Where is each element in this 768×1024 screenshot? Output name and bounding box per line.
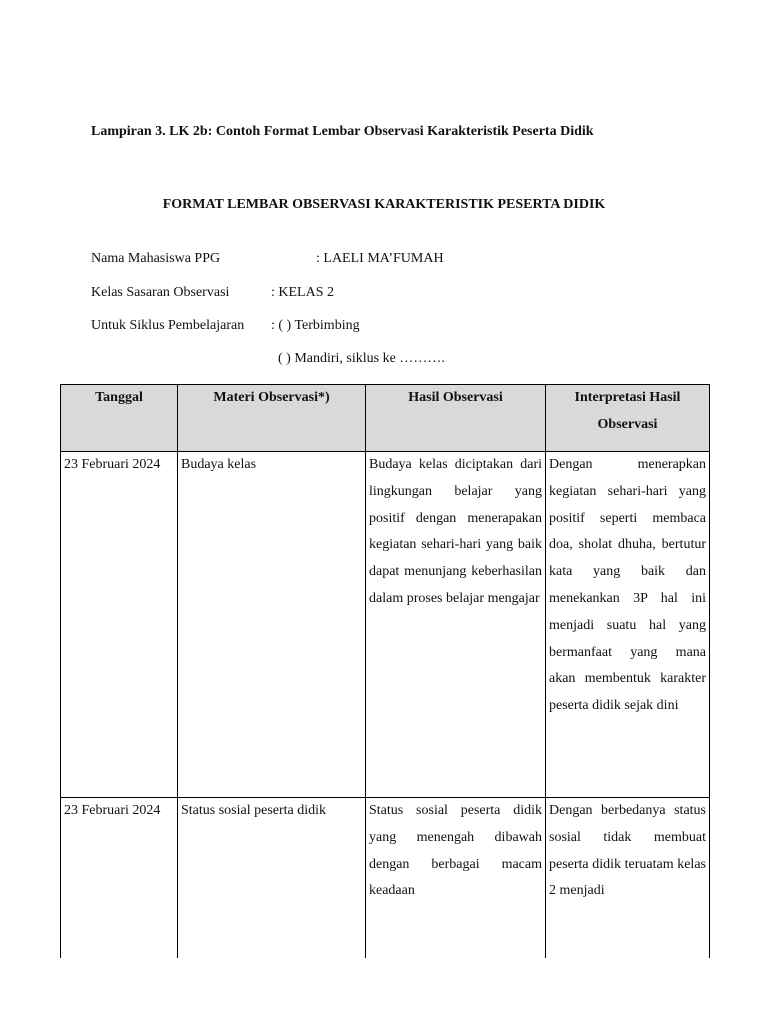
cell-hasil: Budaya kelas diciptakan dari lingkungan belajar yang positif dengan menerapakan kegiatan sehari-hari yang baik dapat menunjang keberhasilan dalam proses belajar mengajar xyxy=(366,452,546,798)
header-interpretasi: Interpretasi Hasil Observasi xyxy=(546,385,710,452)
cell-hasil: Status sosial peserta didik yang menengah dibawah dengan berbagai macam keadaan xyxy=(366,798,546,959)
table-row xyxy=(61,798,710,959)
cell-tanggal: 23 Februari 2024 xyxy=(61,452,178,798)
observation-table xyxy=(60,384,710,958)
cell-tanggal: 23 Februari 2024 xyxy=(61,798,178,959)
table-header-row xyxy=(61,385,710,452)
cell-interpretasi: Dengan berbedanya status sosial tidak membuat peserta didik teruatam kelas 2 menjadi xyxy=(546,798,710,959)
header-tanggal: Tanggal xyxy=(61,385,178,452)
appendix-heading: Lampiran 3. LK 2b: Contoh Format Lembar Observasi Karakteristik Peserta Didik xyxy=(91,124,594,139)
siklus-option-terbimbing: : ( ) Terbimbing xyxy=(271,318,360,333)
nama-label: Nama Mahasiswa PPG xyxy=(91,251,221,266)
cell-materi: Budaya kelas xyxy=(178,452,366,798)
siklus-label: Untuk Siklus Pembelajaran xyxy=(91,318,245,333)
siklus-option-mandiri: ( ) Mandiri, siklus ke ………. xyxy=(278,351,445,366)
cell-materi: Status sosial peserta didik xyxy=(178,798,366,959)
header-hasil: Hasil Observasi xyxy=(366,385,546,452)
document-title: FORMAT LEMBAR OBSERVASI KARAKTERISTIK PESERTA DIDIK xyxy=(162,197,606,212)
table-row xyxy=(61,452,710,798)
cell-interpretasi: Dengan menerapkan kegiatan sehari-hari yang positif seperti membaca doa, sholat dhuha, bertutur kata yang baik dan menekankan 3P hal ini menjadi suatu hal yang bermanfaat yang mana akan membentuk karakter peserta didik sejak dini xyxy=(546,452,710,798)
kelas-label: Kelas Sasaran Observasi xyxy=(91,285,230,300)
kelas-value: : KELAS 2 xyxy=(271,285,334,300)
header-materi: Materi Observasi*) xyxy=(178,385,366,452)
nama-value: : LAELI MA’FUMAH xyxy=(316,251,444,266)
